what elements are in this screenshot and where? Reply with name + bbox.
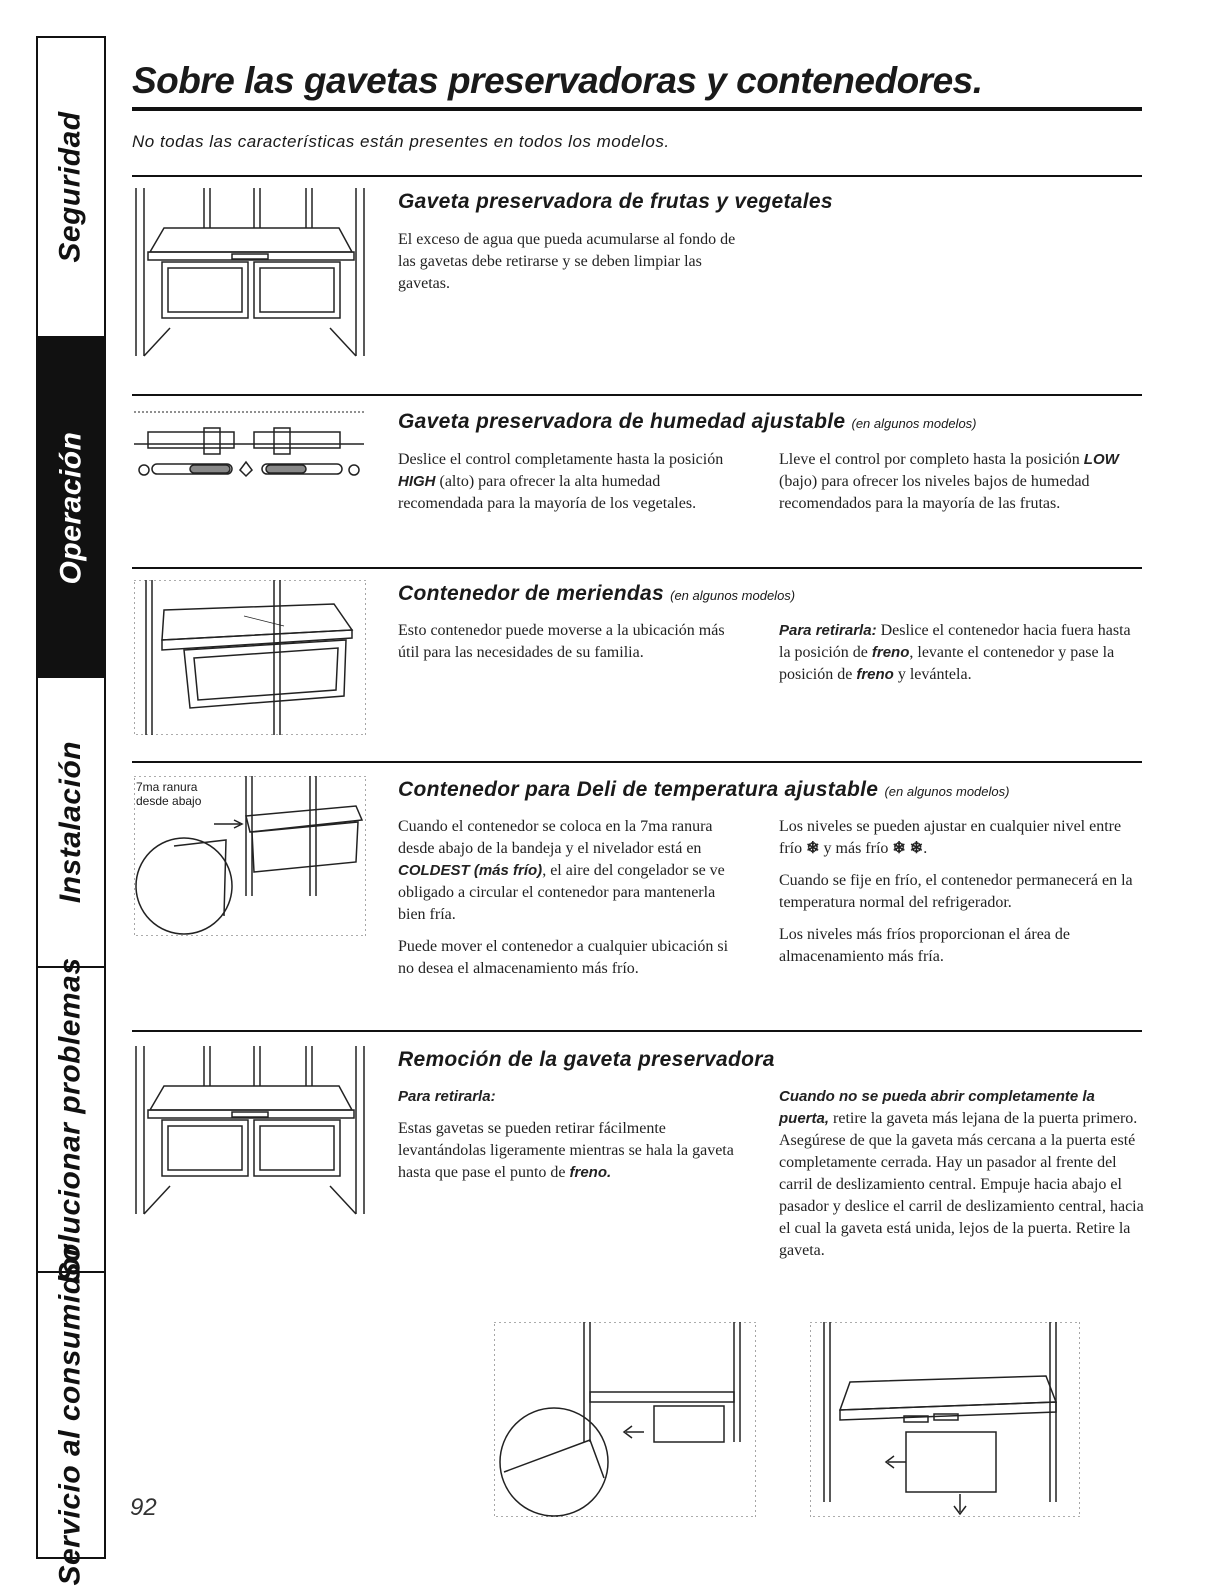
tab-servicio-al-consumidor[interactable]: Servicio al consumidor — [54, 1244, 88, 1586]
tab-seguridad[interactable]: Seguridad — [38, 38, 104, 338]
section-body-left: Esto contenedor puede moverse a la ubicación más útil para las necesidades de su familia. — [398, 622, 725, 661]
drawer-latch-illustration — [494, 1322, 756, 1517]
section-heading: Remoción de la gaveta preservadora — [398, 1048, 775, 1071]
snowflake-icon: ❄ — [892, 840, 906, 857]
section-divider — [132, 175, 1142, 177]
section-body-left: Deslice el control completamente hasta la posición HIGH (alto) para ofrecer la alta humedad recomendada para la mayoría de los vegetales. — [398, 451, 724, 512]
tab-instalacion[interactable]: Instalación — [38, 678, 104, 968]
section-body-left: Cuando el contenedor se coloca en la 7ma ranura desde abajo de la bandeja y el nivelador está en COLDEST (más frío), el aire del congelador se ve obligado a circular el contenedor para mantenerla bien fría. Puede mover el contenedor a cualquier ubicación si no desea el almacenamiento más frío. — [398, 818, 729, 977]
deli-pan-illustration — [134, 776, 366, 936]
section-body-right: Los niveles se pueden ajustar en cualquier nivel entre frío ❄ y más frío ❄ ❄. Cuando se fije en frío, el contenedor permanecerá en la temperatura normal del refrigerador. Los niveles más fríos proporcionan el área de almacenamiento más fría. — [779, 818, 1133, 965]
snack-pan-illustration — [134, 580, 366, 735]
section-body-right: Cuando no se pueda abrir completamente la puerta, retire la gaveta más lejana de la puerta primero. Asegúrese de que la gaveta más cercana a la puerta esté completamente cerrada. Hay un pasador al frente del carril de deslizamiento central. Empuje hacia abajo el pasador y deslice el carril de deslizamiento central, hacia el cual la gaveta está unida, lejos de la puerta. Retire la gaveta. — [779, 1088, 1144, 1259]
section-heading: Gaveta preservadora de humedad ajustable (en algunos modelos) — [398, 410, 977, 433]
snowflake-icon: ❄ — [806, 840, 820, 857]
tab-solucionar-problemas[interactable]: Solucionar problemas — [38, 968, 104, 1273]
title-divider — [132, 107, 1142, 111]
section-heading: Contenedor de meriendas (en algunos modelos) — [398, 582, 796, 605]
page-title: Sobre las gavetas preservadoras y contenedores. — [132, 60, 983, 101]
section-divider — [132, 394, 1142, 396]
crisper-removal-illustration — [134, 1046, 366, 1216]
callout-label: desde abajo — [136, 794, 202, 808]
section-divider — [132, 567, 1142, 569]
section-heading: Contenedor para Deli de temperatura ajustable (en algunos modelos) — [398, 778, 1010, 801]
page-number: 92 — [130, 1494, 157, 1521]
section-body-right: Para retirarla: Deslice el contenedor hacia fuera hasta la posición de freno, levante el contenedor y pase la posición de freno y levántela. — [779, 622, 1131, 683]
tab-operacion[interactable]: Operación — [38, 338, 104, 678]
callout-label: 7ma ranura — [136, 780, 198, 794]
section-body-left: Para retirarla: Estas gavetas se pueden retirar fácilmente levantándolas ligeramente mientras se hala la gaveta hasta que pase el punto de freno. — [398, 1088, 734, 1181]
section-heading: Gaveta preservadora de frutas y vegetales — [398, 190, 833, 213]
crisper-drawers-illustration — [134, 188, 366, 358]
section-body-right: Lleve el control por completo hasta la posición LOW (bajo) para ofrecer los niveles bajos de humedad recomendados para la mayoría de las frutas. — [779, 451, 1119, 512]
section-tab-bar — [36, 36, 106, 1586]
humidity-slider-illustration — [134, 410, 366, 490]
section-divider — [132, 1030, 1142, 1032]
snowflake-icon: ❄ — [909, 840, 924, 857]
page-subtitle: No todas las características están presentes en todos los modelos. — [132, 132, 670, 151]
section-body: El exceso de agua que pueda acumularse al fondo de las gavetas debe retirarse y se deben limpiar las gavetas. — [398, 231, 736, 292]
section-divider — [132, 761, 1142, 763]
drawer-slide-out-illustration — [810, 1322, 1080, 1517]
